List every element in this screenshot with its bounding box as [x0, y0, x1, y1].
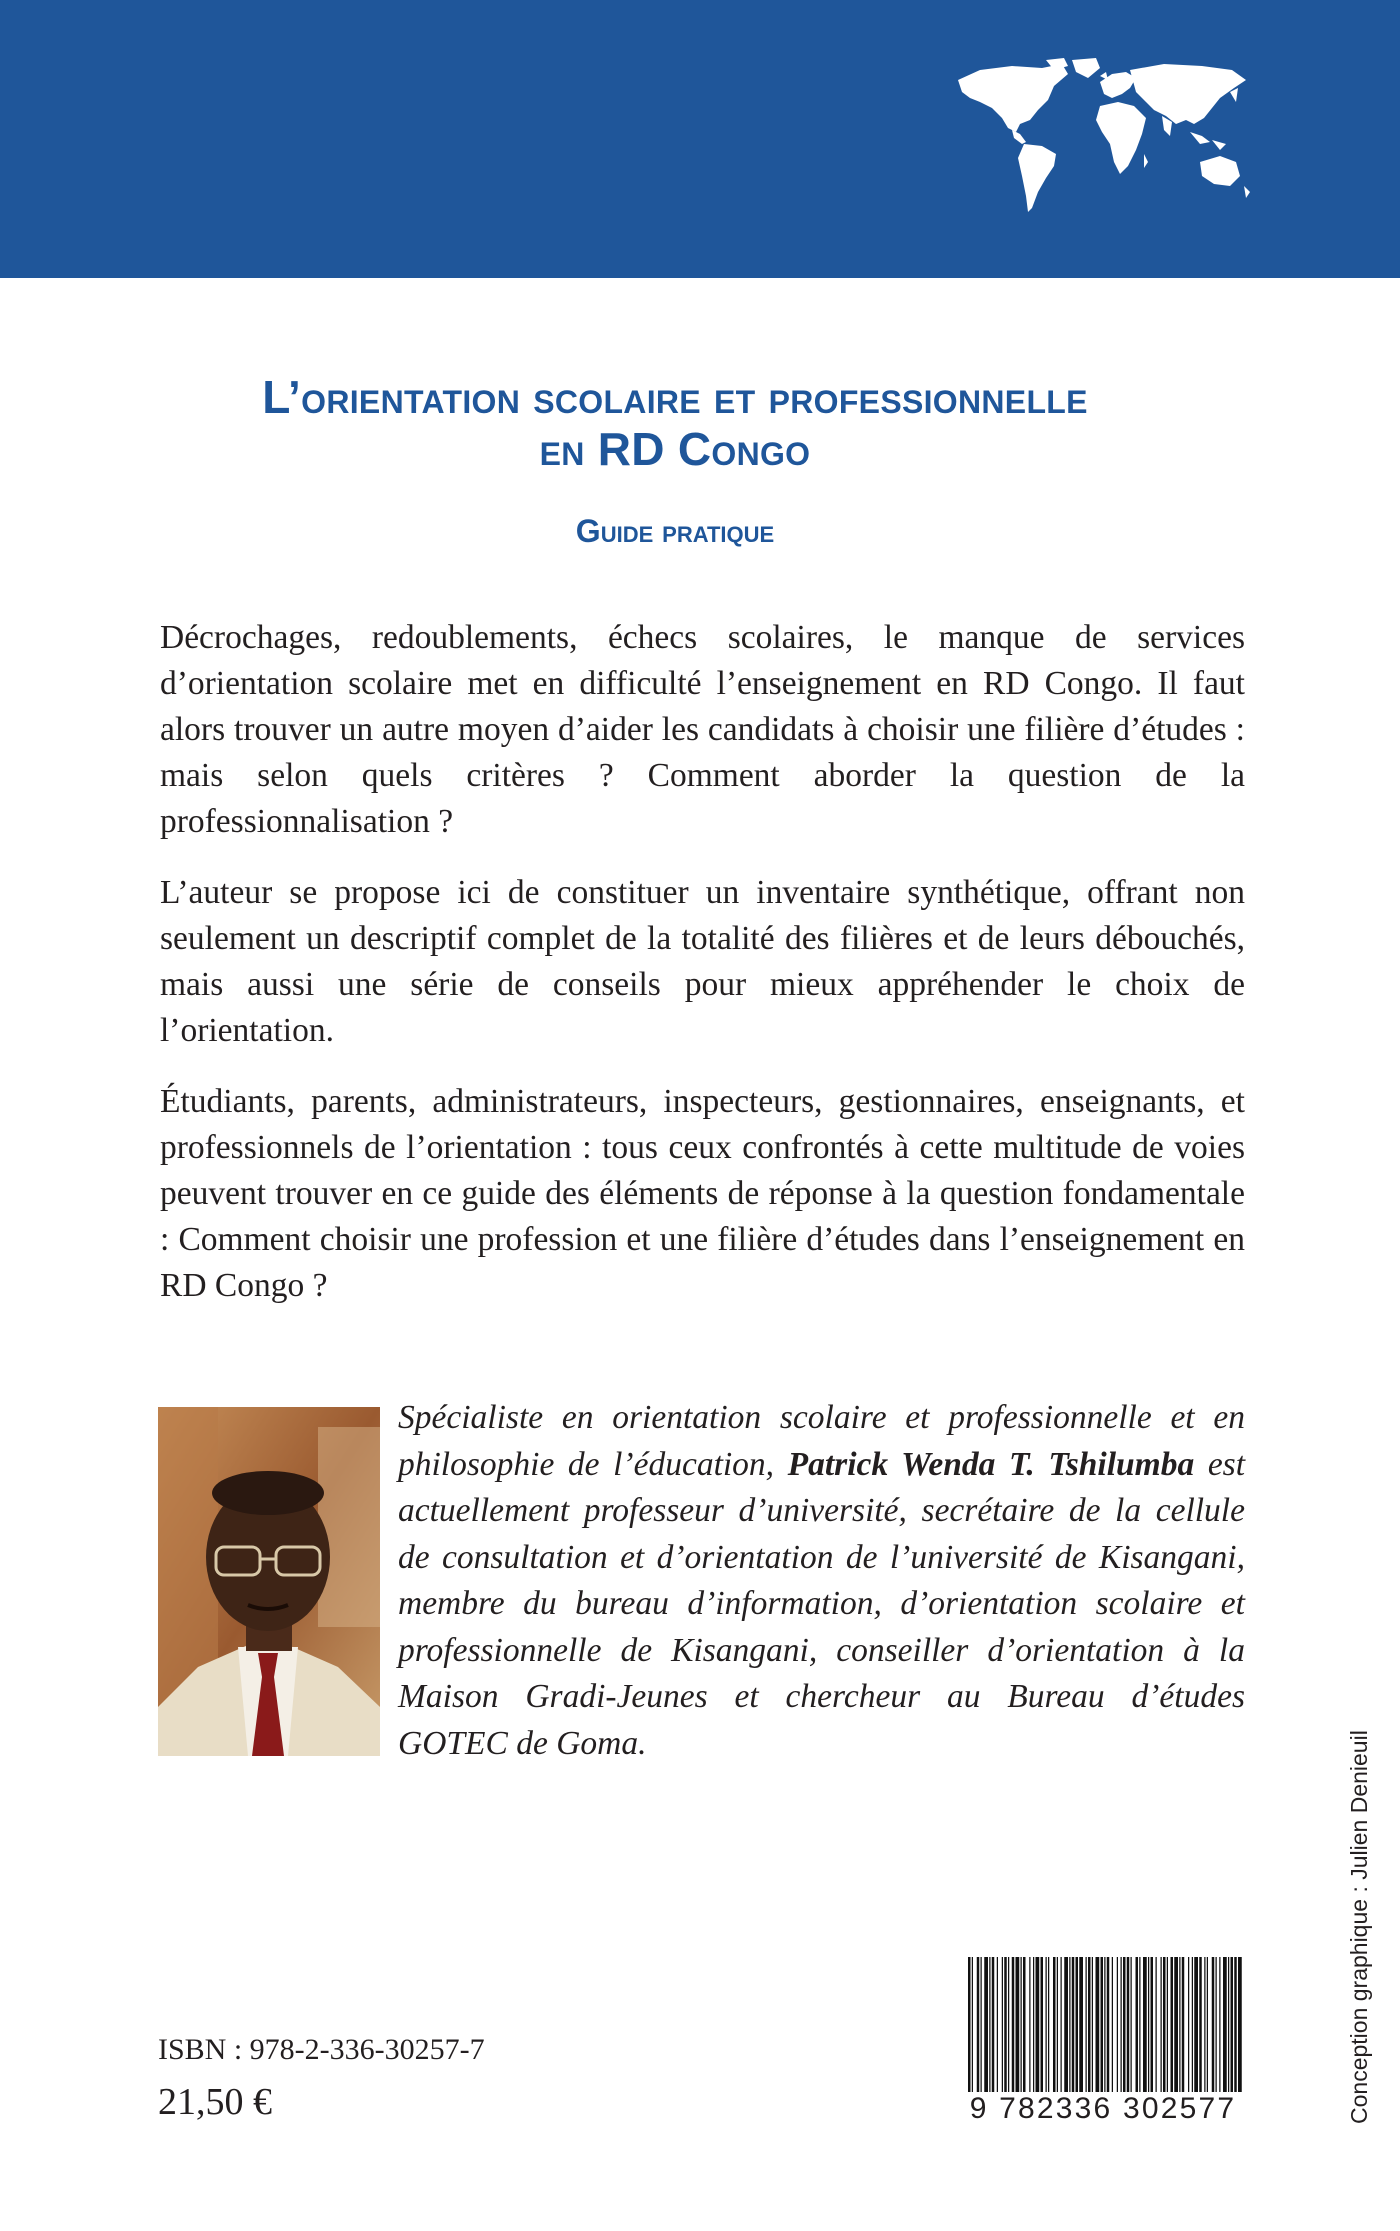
- header-band: [0, 0, 1400, 278]
- description-paragraph: Décrochages, redoublements, échecs scolaires, le manque de services d’orientation scolaire met en difficulté l’enseignement en RD Congo. Il faut alors trouver un autre moyen d’aider les candidats à choisir une filière d’études : mais selon quels critères ? Comment aborder la question de la professionnalisation ?: [160, 619, 1245, 840]
- author-photo: [158, 1407, 380, 1756]
- book-subtitle: Guide pratique: [575, 513, 775, 549]
- description-paragraph: L’auteur se propose ici de constituer un inventaire synthétique, offrant non seulement un descriptif complet de la totalité des filières et de leurs débouchés, mais aussi une série de conseils pour mieux appréhender le choix de l’orientation.: [160, 874, 1245, 1049]
- author-bio: [398, 1395, 1245, 1767]
- barcode-digits: 9 782336 302577: [958, 2092, 1248, 2126]
- design-credit: Conception graphique : Julien Denieuil: [1346, 1730, 1372, 2124]
- author-name: Patrick Wenda T. Tshilumba: [787, 1445, 1195, 1483]
- description-paragraph: Étudiants, parents, administrateurs, inspecteurs, gestionnaires, enseignants, et professionnels de l’orientation : tous ceux confrontés à cette multitude de voies peuvent trouver en ce guide des éléments de réponse à la question fondamentale : Comment choisir une profession et une filière d’études dans l’enseignement en RD Congo ?: [160, 1083, 1245, 1304]
- author-bio-intro: Spécialiste en orientation scolaire et professionnelle et en philosophie de l’éducation,: [398, 1399, 1245, 1483]
- book-title-line-1: L’orientation scolaire et professionnelle: [262, 371, 1088, 423]
- author-bio-details: est actuellement professeur d’université, secrétaire de la cellule de consultation et d’orientation de l’université de Kisangani, membre du bureau d’information, d’orientation scolaire et professionnelle de Kisangani, conseiller d’orientation à la Maison Gradi-Jeunes et chercheur au Bureau d’études GOTEC de Goma.: [398, 1445, 1246, 1762]
- book-title-block: [0, 372, 1350, 550]
- isbn: ISBN : 978-2-336-30257-7: [158, 2033, 485, 2066]
- book-title-line-2: en RD Congo: [539, 423, 811, 475]
- book-description: [160, 615, 1245, 1334]
- price: 21,50 €: [158, 2081, 272, 2123]
- world-map-icon: [950, 58, 1252, 216]
